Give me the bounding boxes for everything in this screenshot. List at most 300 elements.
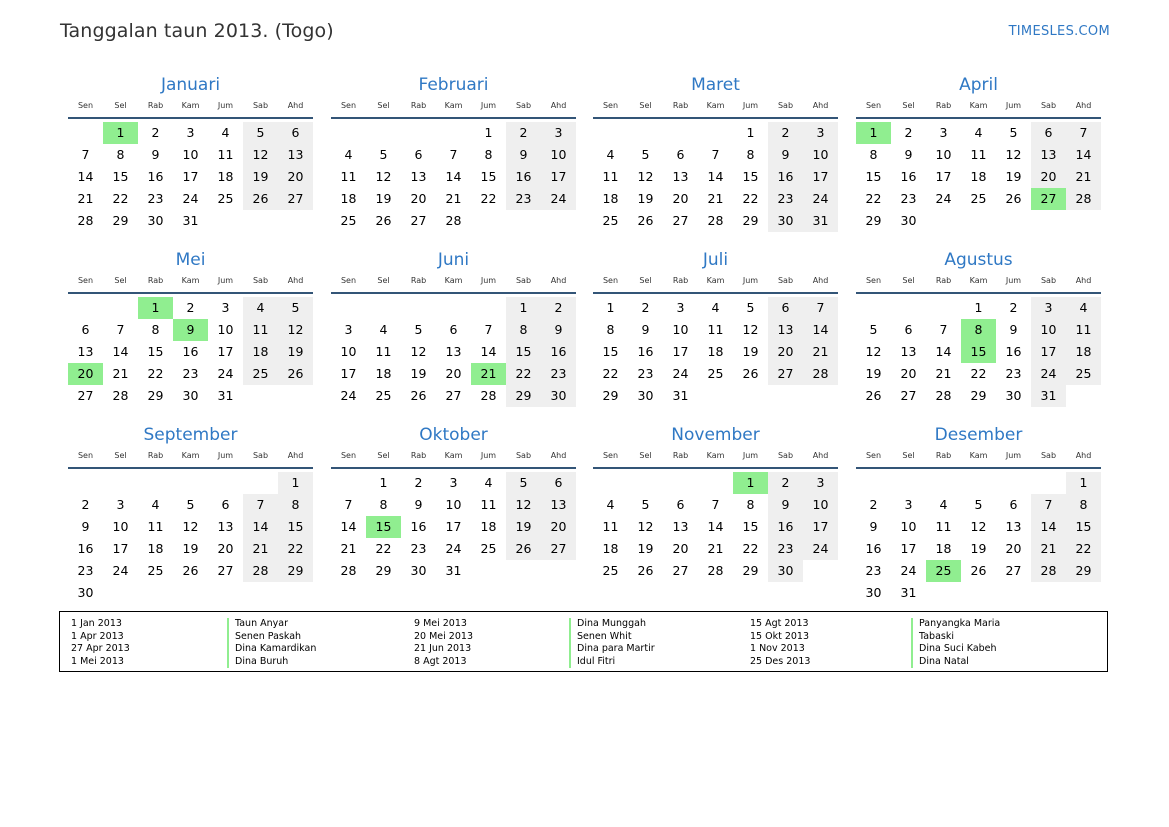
day-cell: 19 — [970, 541, 987, 556]
weekday-header — [331, 274, 576, 294]
day-cell: 8 — [506, 319, 541, 341]
day-cell: 8 — [606, 322, 615, 337]
holiday-name: Dina Suci Kabeh — [911, 643, 1000, 656]
weekday-label: Jum — [1005, 451, 1022, 460]
day-cell: 26 — [410, 388, 427, 403]
day-cell: 3 — [449, 475, 458, 490]
day-cell: 29 — [375, 563, 392, 578]
day-cell: 12 — [278, 319, 313, 341]
month-name: Desember — [934, 425, 1023, 445]
day-cell: 25 — [243, 363, 278, 385]
day-cell: 2 — [414, 475, 423, 490]
day-cell: 4 — [484, 475, 493, 490]
day-cell: 4 — [606, 497, 615, 512]
empty-cell — [1031, 472, 1066, 494]
day-cell: 14 — [445, 169, 462, 184]
day-cell: 27 — [1005, 563, 1022, 578]
day-cell: 21 — [340, 541, 357, 556]
day-cell: 22 — [1066, 538, 1101, 560]
day-cell: 31 — [672, 388, 689, 403]
day-cell: 10 — [803, 494, 838, 516]
site-link[interactable]: TIMESLES.COM — [1008, 24, 1110, 39]
day-cell: 27 — [672, 213, 689, 228]
day-cell: 5 — [186, 497, 195, 512]
day-cell: 19 — [410, 366, 427, 381]
day-cell: 21 — [707, 191, 724, 206]
weekday-label: Rab — [410, 276, 427, 285]
day-cell: 18 — [375, 366, 392, 381]
day-cell: 13 — [1005, 519, 1022, 534]
day-cell: 3 — [803, 122, 838, 144]
day-cell: 20 — [1031, 166, 1066, 188]
day-cell: 3 — [186, 125, 195, 140]
day-cell: 27 — [768, 363, 803, 385]
day-cell: 9 — [904, 147, 913, 162]
day-cell: 7 — [711, 497, 720, 512]
weekday-label: Rab — [672, 101, 689, 110]
holiday-name: Dina para Martir — [569, 643, 655, 656]
day-cell: 7 — [1031, 494, 1066, 516]
day-cell: 10 — [803, 144, 838, 166]
day-cell: 13 — [900, 344, 917, 359]
day-cell: 22 — [278, 538, 313, 560]
holiday-date: 1 Apr 2013 — [71, 630, 124, 642]
day-cell: 7 — [449, 147, 458, 162]
day-cell: 20 — [900, 366, 917, 381]
day-cell: 10 — [1031, 319, 1066, 341]
day-cell: 24 — [182, 191, 199, 206]
day-cell: 21 — [1066, 166, 1101, 188]
empty-cell — [331, 297, 366, 319]
empty-cell — [366, 122, 401, 144]
day-cell: 16 — [1005, 344, 1022, 359]
day-cell: 14 — [77, 169, 94, 184]
month-juli — [593, 249, 838, 407]
day-cell: 25 — [602, 213, 619, 228]
day-cell: 9 — [506, 144, 541, 166]
weekday-label: Ahd — [287, 101, 304, 110]
day-cell: 7 — [81, 147, 90, 162]
day-cell: 8 — [278, 494, 313, 516]
day-cell: 4 — [1066, 297, 1101, 319]
day-cell: 26 — [243, 188, 278, 210]
day-cell: 20 — [541, 516, 576, 538]
day-cell: 21 — [803, 341, 838, 363]
empty-cell — [628, 472, 663, 494]
day-cell: 16 — [410, 519, 427, 534]
day-cell: 24 — [445, 541, 462, 556]
holiday-date: 21 Jun 2013 — [414, 643, 472, 654]
day-cell: 6 — [541, 472, 576, 494]
day-cell: 13 — [768, 319, 803, 341]
day-cell: 11 — [935, 519, 952, 534]
weekday-label: Ahd — [812, 451, 829, 460]
day-cell: 23 — [768, 188, 803, 210]
day-cell: 21 — [77, 191, 94, 206]
empty-cell — [961, 472, 996, 494]
day-cell: 13 — [445, 344, 462, 359]
day-cell: 30 — [541, 385, 576, 407]
day-cell: 10 — [935, 147, 952, 162]
day-cell: 14 — [112, 344, 129, 359]
day-cell: 5 — [414, 322, 423, 337]
day-cell: 14 — [480, 344, 497, 359]
day-cell: 22 — [375, 541, 392, 556]
day-cell: 27 — [410, 213, 427, 228]
weekday-label: Sab — [252, 101, 269, 110]
weekday-label: Jum — [1005, 276, 1022, 285]
day-cell: 16 — [865, 541, 882, 556]
day-cell: 18 — [935, 541, 952, 556]
weekday-label: Jum — [480, 101, 497, 110]
day-cell: 24 — [541, 188, 576, 210]
weekday-header — [331, 99, 576, 119]
day-cell: 22 — [112, 191, 129, 206]
day-cell: 5 — [869, 322, 878, 337]
weekday-label: Sen — [602, 276, 619, 285]
day-cell: 4 — [606, 147, 615, 162]
day-cell: 11 — [375, 344, 392, 359]
weekday-label: Ahd — [550, 276, 567, 285]
day-cell: 3 — [344, 322, 353, 337]
day-cell: 14 — [707, 519, 724, 534]
day-grid — [593, 472, 838, 582]
empty-cell — [243, 472, 278, 494]
day-cell: 14 — [340, 519, 357, 534]
day-cell: 26 — [742, 366, 759, 381]
weekday-label: Ahd — [550, 101, 567, 110]
day-cell: 12 — [637, 169, 654, 184]
day-cell: 8 — [1066, 494, 1101, 516]
day-cell: 6 — [1009, 497, 1018, 512]
holiday-date: 15 Agt 2013 — [750, 618, 809, 629]
weekday-label: Sen — [602, 451, 619, 460]
empty-cell — [926, 297, 961, 319]
day-cell: 25 — [217, 191, 234, 206]
day-cell: 24 — [803, 538, 838, 560]
day-cell: 24 — [900, 563, 917, 578]
day-cell: 24 — [1031, 363, 1066, 385]
day-cell: 17 — [182, 169, 199, 184]
day-cell: 2 — [151, 125, 160, 140]
day-cell: 28 — [77, 213, 94, 228]
day-cell: 4 — [711, 300, 720, 315]
day-cell: 31 — [445, 563, 462, 578]
day-cell: 30 — [182, 388, 199, 403]
day-cell: 24 — [112, 563, 129, 578]
day-cell: 10 — [340, 344, 357, 359]
weekday-label: Sel — [639, 101, 652, 110]
day-cell: 9 — [414, 497, 423, 512]
day-cell: 29 — [1066, 560, 1101, 582]
weekday-label: Sel — [639, 276, 652, 285]
weekday-label: Kam — [969, 451, 988, 460]
day-cell: 19 — [865, 366, 882, 381]
weekday-label: Rab — [147, 451, 164, 460]
day-cell: 2 — [1009, 300, 1018, 315]
day-cell: 10 — [900, 519, 917, 534]
month-agustus — [856, 249, 1101, 407]
day-cell: 6 — [449, 322, 458, 337]
holiday-date: 8 Agt 2013 — [414, 655, 467, 667]
day-cell: 1 — [746, 125, 755, 140]
day-cell: 2 — [506, 122, 541, 144]
empty-cell — [856, 472, 891, 494]
weekday-label: Kam — [969, 276, 988, 285]
day-cell: 3 — [116, 497, 125, 512]
day-cell: 6 — [1031, 122, 1066, 144]
day-cell: 19 — [742, 344, 759, 359]
empty-cell — [663, 472, 698, 494]
day-cell: 6 — [676, 497, 685, 512]
day-cell: 4 — [243, 297, 278, 319]
day-cell: 19 — [637, 191, 654, 206]
weekday-header — [68, 99, 313, 119]
holiday-date: 1 Mei 2013 — [71, 655, 124, 667]
day-cell: 22 — [742, 541, 759, 556]
day-cell: 1 — [379, 475, 388, 490]
day-cell: 30 — [768, 560, 803, 582]
weekday-label: Jum — [1005, 101, 1022, 110]
day-grid — [68, 122, 313, 232]
empty-cell — [68, 297, 103, 319]
day-cell: 23 — [541, 363, 576, 385]
weekday-label: Rab — [935, 101, 952, 110]
weekday-header — [68, 449, 313, 469]
day-cell: 25 — [147, 563, 164, 578]
day-cell: 16 — [182, 344, 199, 359]
weekday-label: Rab — [410, 451, 427, 460]
day-cell: 15 — [1066, 516, 1101, 538]
day-cell: 2 — [541, 297, 576, 319]
weekday-label: Kam — [181, 276, 200, 285]
weekday-header — [68, 274, 313, 294]
weekday-label: Kam — [181, 451, 200, 460]
day-cell: 2 — [81, 497, 90, 512]
empty-cell — [471, 297, 506, 319]
month-name: Januari — [160, 75, 221, 95]
day-cell: 17 — [541, 166, 576, 188]
weekday-header — [331, 449, 576, 469]
holiday-legend — [59, 611, 1108, 672]
day-cell: 14 — [1031, 516, 1066, 538]
day-cell: 15 — [602, 344, 619, 359]
day-cell: 29 — [742, 563, 759, 578]
day-cell: 22 — [602, 366, 619, 381]
day-cell: 1 — [138, 297, 173, 319]
day-cell: 31 — [900, 585, 917, 600]
day-cell: 23 — [506, 188, 541, 210]
weekday-label: Sab — [1040, 451, 1057, 460]
holiday-date: 1 Nov 2013 — [750, 643, 805, 654]
weekday-label: Kam — [444, 276, 463, 285]
day-cell: 31 — [1031, 385, 1066, 407]
day-cell: 27 — [278, 188, 313, 210]
day-cell: 23 — [410, 541, 427, 556]
empty-cell — [856, 297, 891, 319]
day-cell: 29 — [970, 388, 987, 403]
day-cell: 13 — [77, 344, 94, 359]
day-cell: 10 — [445, 497, 462, 512]
weekday-label: Rab — [672, 276, 689, 285]
day-cell: 28 — [707, 213, 724, 228]
empty-cell — [331, 122, 366, 144]
day-cell: 2 — [768, 472, 803, 494]
day-cell: 20 — [410, 191, 427, 206]
day-cell: 19 — [506, 516, 541, 538]
empty-cell — [366, 297, 401, 319]
weekday-label: Jum — [742, 451, 759, 460]
day-cell: 22 — [147, 366, 164, 381]
weekday-label: Sen — [865, 451, 882, 460]
day-cell: 23 — [77, 563, 94, 578]
day-cell: 15 — [480, 169, 497, 184]
day-cell: 10 — [672, 322, 689, 337]
empty-cell — [698, 472, 733, 494]
weekday-label: Jum — [217, 276, 234, 285]
day-cell: 7 — [344, 497, 353, 512]
day-cell: 12 — [375, 169, 392, 184]
day-cell: 16 — [637, 344, 654, 359]
day-cell: 9 — [541, 319, 576, 341]
day-cell: 28 — [707, 563, 724, 578]
day-cell: 1 — [606, 300, 615, 315]
day-cell: 6 — [221, 497, 230, 512]
month-juni — [331, 249, 576, 407]
weekday-label: Ahd — [1075, 276, 1092, 285]
day-cell: 14 — [707, 169, 724, 184]
holiday-date: 25 Des 2013 — [750, 655, 811, 667]
weekday-label: Sab — [515, 451, 532, 460]
day-cell: 11 — [602, 519, 619, 534]
day-grid — [68, 297, 313, 407]
month-desember — [856, 424, 1101, 604]
day-cell: 29 — [112, 213, 129, 228]
month-januari — [68, 74, 313, 232]
weekday-label: Sel — [114, 276, 127, 285]
weekday-label: Jum — [480, 451, 497, 460]
day-cell: 3 — [939, 125, 948, 140]
day-cell: 16 — [541, 341, 576, 363]
empty-cell — [401, 297, 436, 319]
day-cell: 25 — [375, 388, 392, 403]
day-cell: 2 — [768, 122, 803, 144]
month-name: September — [143, 425, 238, 445]
weekday-label: Kam — [969, 101, 988, 110]
day-cell: 21 — [243, 538, 278, 560]
month-november — [593, 424, 838, 582]
weekday-header — [593, 99, 838, 119]
day-cell: 5 — [278, 297, 313, 319]
empty-cell — [68, 122, 103, 144]
day-cell: 11 — [707, 322, 724, 337]
day-cell: 3 — [803, 472, 838, 494]
day-cell: 31 — [182, 213, 199, 228]
weekday-label: Sen — [340, 101, 357, 110]
month-name: Juni — [437, 250, 470, 270]
weekday-header — [856, 99, 1101, 119]
day-cell: 14 — [1066, 144, 1101, 166]
day-cell: 15 — [865, 169, 882, 184]
day-cell: 11 — [602, 169, 619, 184]
day-cell: 30 — [1005, 388, 1022, 403]
day-cell: 18 — [602, 191, 619, 206]
day-cell: 17 — [803, 166, 838, 188]
day-cell: 20 — [445, 366, 462, 381]
day-cell: 19 — [637, 541, 654, 556]
month-name: Maret — [691, 75, 740, 95]
day-cell: 30 — [77, 585, 94, 600]
day-cell: 18 — [970, 169, 987, 184]
day-cell: 28 — [935, 388, 952, 403]
day-cell: 8 — [746, 497, 755, 512]
empty-cell — [401, 122, 436, 144]
holiday-name: Idul Fitri — [569, 656, 655, 669]
holiday-date: 9 Mei 2013 — [414, 618, 467, 629]
holiday-date: 15 Okt 2013 — [750, 630, 810, 642]
day-cell: 30 — [147, 213, 164, 228]
day-cell: 11 — [243, 319, 278, 341]
holiday-name: Senen Paskah — [227, 631, 316, 644]
day-cell: 29 — [506, 385, 541, 407]
weekday-label: Sab — [777, 276, 794, 285]
day-cell: 6 — [676, 147, 685, 162]
day-cell: 8 — [484, 147, 493, 162]
day-cell: 29 — [147, 388, 164, 403]
weekday-label: Kam — [706, 101, 725, 110]
weekday-label: Rab — [147, 101, 164, 110]
day-cell: 19 — [182, 541, 199, 556]
weekday-label: Rab — [410, 101, 427, 110]
weekday-label: Rab — [672, 451, 689, 460]
day-cell: 17 — [340, 366, 357, 381]
weekday-label: Sen — [602, 101, 619, 110]
empty-cell — [698, 122, 733, 144]
day-cell: 7 — [484, 322, 493, 337]
day-cell: 18 — [243, 341, 278, 363]
day-cell: 17 — [217, 344, 234, 359]
weekday-label: Jum — [217, 451, 234, 460]
day-cell: 11 — [480, 497, 497, 512]
empty-cell — [593, 122, 628, 144]
month-name: Februari — [418, 75, 489, 95]
day-cell: 29 — [278, 560, 313, 582]
day-cell: 1 — [974, 300, 983, 315]
day-cell: 1 — [484, 125, 493, 140]
weekday-label: Sen — [865, 101, 882, 110]
day-cell: 19 — [243, 166, 278, 188]
day-cell: 15 — [366, 516, 401, 538]
day-cell: 25 — [602, 563, 619, 578]
day-cell: 24 — [935, 191, 952, 206]
weekday-label: Jum — [217, 101, 234, 110]
day-cell: 27 — [900, 388, 917, 403]
weekday-label: Kam — [706, 276, 725, 285]
day-cell: 22 — [970, 366, 987, 381]
day-cell: 14 — [243, 516, 278, 538]
month-februari — [331, 74, 576, 232]
day-cell: 1 — [278, 472, 313, 494]
day-cell: 13 — [278, 144, 313, 166]
weekday-label: Sen — [865, 276, 882, 285]
day-cell: 18 — [707, 344, 724, 359]
day-cell: 23 — [637, 366, 654, 381]
day-cell: 1 — [1066, 472, 1101, 494]
weekday-label: Kam — [706, 451, 725, 460]
weekday-label: Sel — [902, 101, 915, 110]
day-cell: 23 — [182, 366, 199, 381]
day-cell: 20 — [672, 541, 689, 556]
